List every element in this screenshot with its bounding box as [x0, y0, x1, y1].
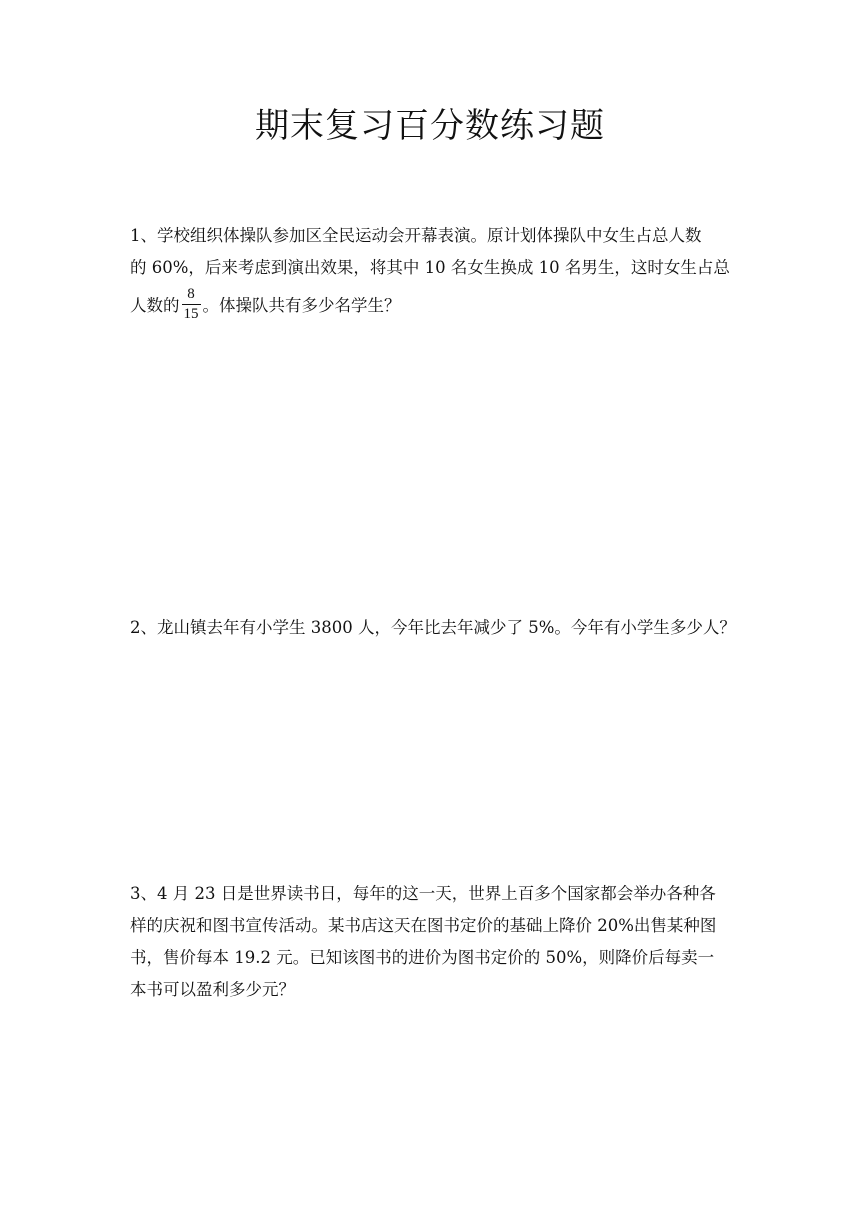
question-3-line-1: 3、4 月 23 日是世界读书日，每年的这一天，世界上百多个国家都会举办各种各: [130, 884, 716, 903]
fraction: [182, 286, 201, 323]
question-3-line-2: 样的庆祝和图书宣传活动。某书店这天在图书定价的基础上降价 20%出售某种图: [130, 916, 717, 935]
page-title: 期末复习百分数练习题: [255, 106, 605, 146]
question-1-line-3-after: 。体操队共有多少名学生？: [202, 296, 401, 315]
question-3-line-4: 本书可以盈利多少元？: [130, 980, 295, 999]
question-3: [130, 878, 735, 1006]
question-1-line-2: 的 60%，后来考虑到演出效果，将其中 10 名女生换成 10 名男生，这时女生占总: [130, 258, 730, 277]
fraction-denominator: 15: [183, 306, 199, 322]
question-1-line-3: [130, 288, 735, 325]
question-3-line-3: 书，售价每本 19.2 元。已知该图书的进价为图书定价的 50%，则降价后每卖一: [130, 948, 715, 967]
question-1: [130, 220, 735, 325]
question-2-text: 2、龙山镇去年有小学生 3800 人，今年比去年减少了 5%。今年有小学生多少人？: [130, 618, 736, 637]
question-2: [130, 612, 735, 644]
question-1-line-3-before: 人数的: [130, 296, 180, 315]
question-1-line-1: 1、学校组织体操队参加区全民运动会开幕表演。原计划体操队中女生占总人数: [130, 226, 702, 245]
fraction-numerator: 8: [182, 286, 201, 305]
